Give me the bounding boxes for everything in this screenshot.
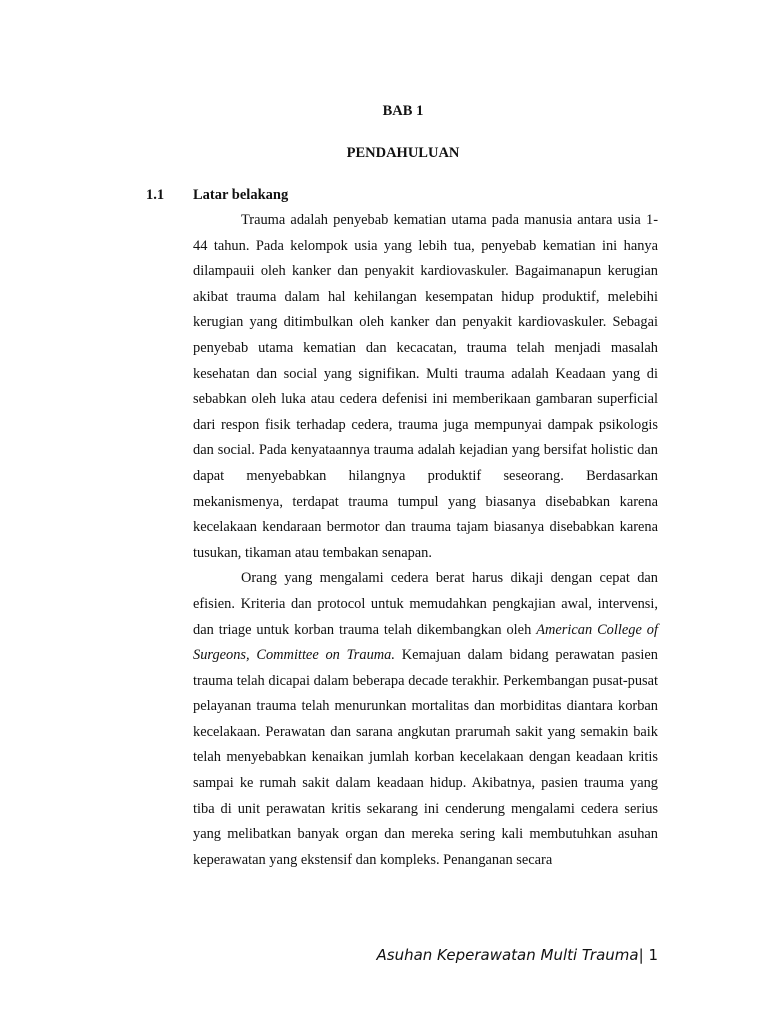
- paragraph-2-italic: American College of Surgeons, Committee on Trauma.: [193, 621, 658, 664]
- body-text: [193, 208, 658, 873]
- paragraph-2-after: Kemajuan dalam bidang perawatan pasien trauma telah dicapai dalam beberapa decade terakhir. Perkembangan pusat-pusat pelayanan trauma telah menurunkan mortalitas dan morbiditas diantara korban kecelakaan. Perawatan dan sarana angkutan prarumah sakit yang semakin baik telah menyebabkan kenaikan jumlah korban kecelakaan dengan keadaan kritis sampai ke rumah sakit dalam keadaan hidup. Akibatnya, pasien trauma yang tiba di unit perawatan kritis sekarang ini cenderung mengalami cedera serius yang melibatkan banyak organ dan mereka sering kali membutuhkan asuhan keperawatan yang ekstensif dan kompleks. Penanganan secara: [193, 647, 659, 868]
- paragraph-2-before: Orang yang mengalami cedera berat harus dikaji dengan cepat dan efisien. Kriteria dan protocol untuk memudahkan pengkajian awal, intervensi, dan triage untuk korban trauma telah dikembangkan oleh: [193, 570, 658, 638]
- footer-separator: |: [638, 946, 644, 964]
- section-number: 1.1: [146, 187, 165, 203]
- chapter-label: BAB 1: [382, 103, 424, 119]
- footer-title: Asuhan Keperawatan Multi Trauma: [376, 946, 639, 964]
- page-number: 1: [648, 946, 658, 964]
- section-title: Latar belakang: [193, 187, 289, 203]
- page-footer: [377, 946, 659, 964]
- paragraph-2: [193, 566, 658, 873]
- paragraph-1: Trauma adalah penyebab kematian utama pada manusia antara usia 1-44 tahun. Pada kelompok usia yang lebih tua, penyebab kematian ini hanya dilampauii oleh kanker dan penyakit kardiovaskuler. Bagaimanapun kerugian akibat trauma dalam hal kehilangan kesempatan hidup produktif, melebihi kerugian yang ditimbulkan oleh kanker dan penyakit kardiovaskuler. Sebagai penyebab utama kematian dan kecacatan, trauma telah menjadi masalah kesehatan dan social yang signifikan. Multi trauma adalah Keadaan yang di sebabkan oleh luka atau cedera defenisi ini memberikaan gambaran superficial dari respon fisik terhadap cedera, trauma juga mempunyai dampak psikologis dan social. Pada kenyataannya trauma adalah kejadian yang bersifat holistic dan dapat menyebabkan hilangnya produktif seseorang. Berdasarkan mekanismenya, terdapat trauma tumpul yang biasanya disebabkan karena kecelakaan kendaraan bermotor dan trauma tajam biasanya disebabkan karena tusukan, tikaman atau tembakan senapan.: [193, 212, 658, 561]
- chapter-title: PENDAHULUAN: [346, 145, 460, 161]
